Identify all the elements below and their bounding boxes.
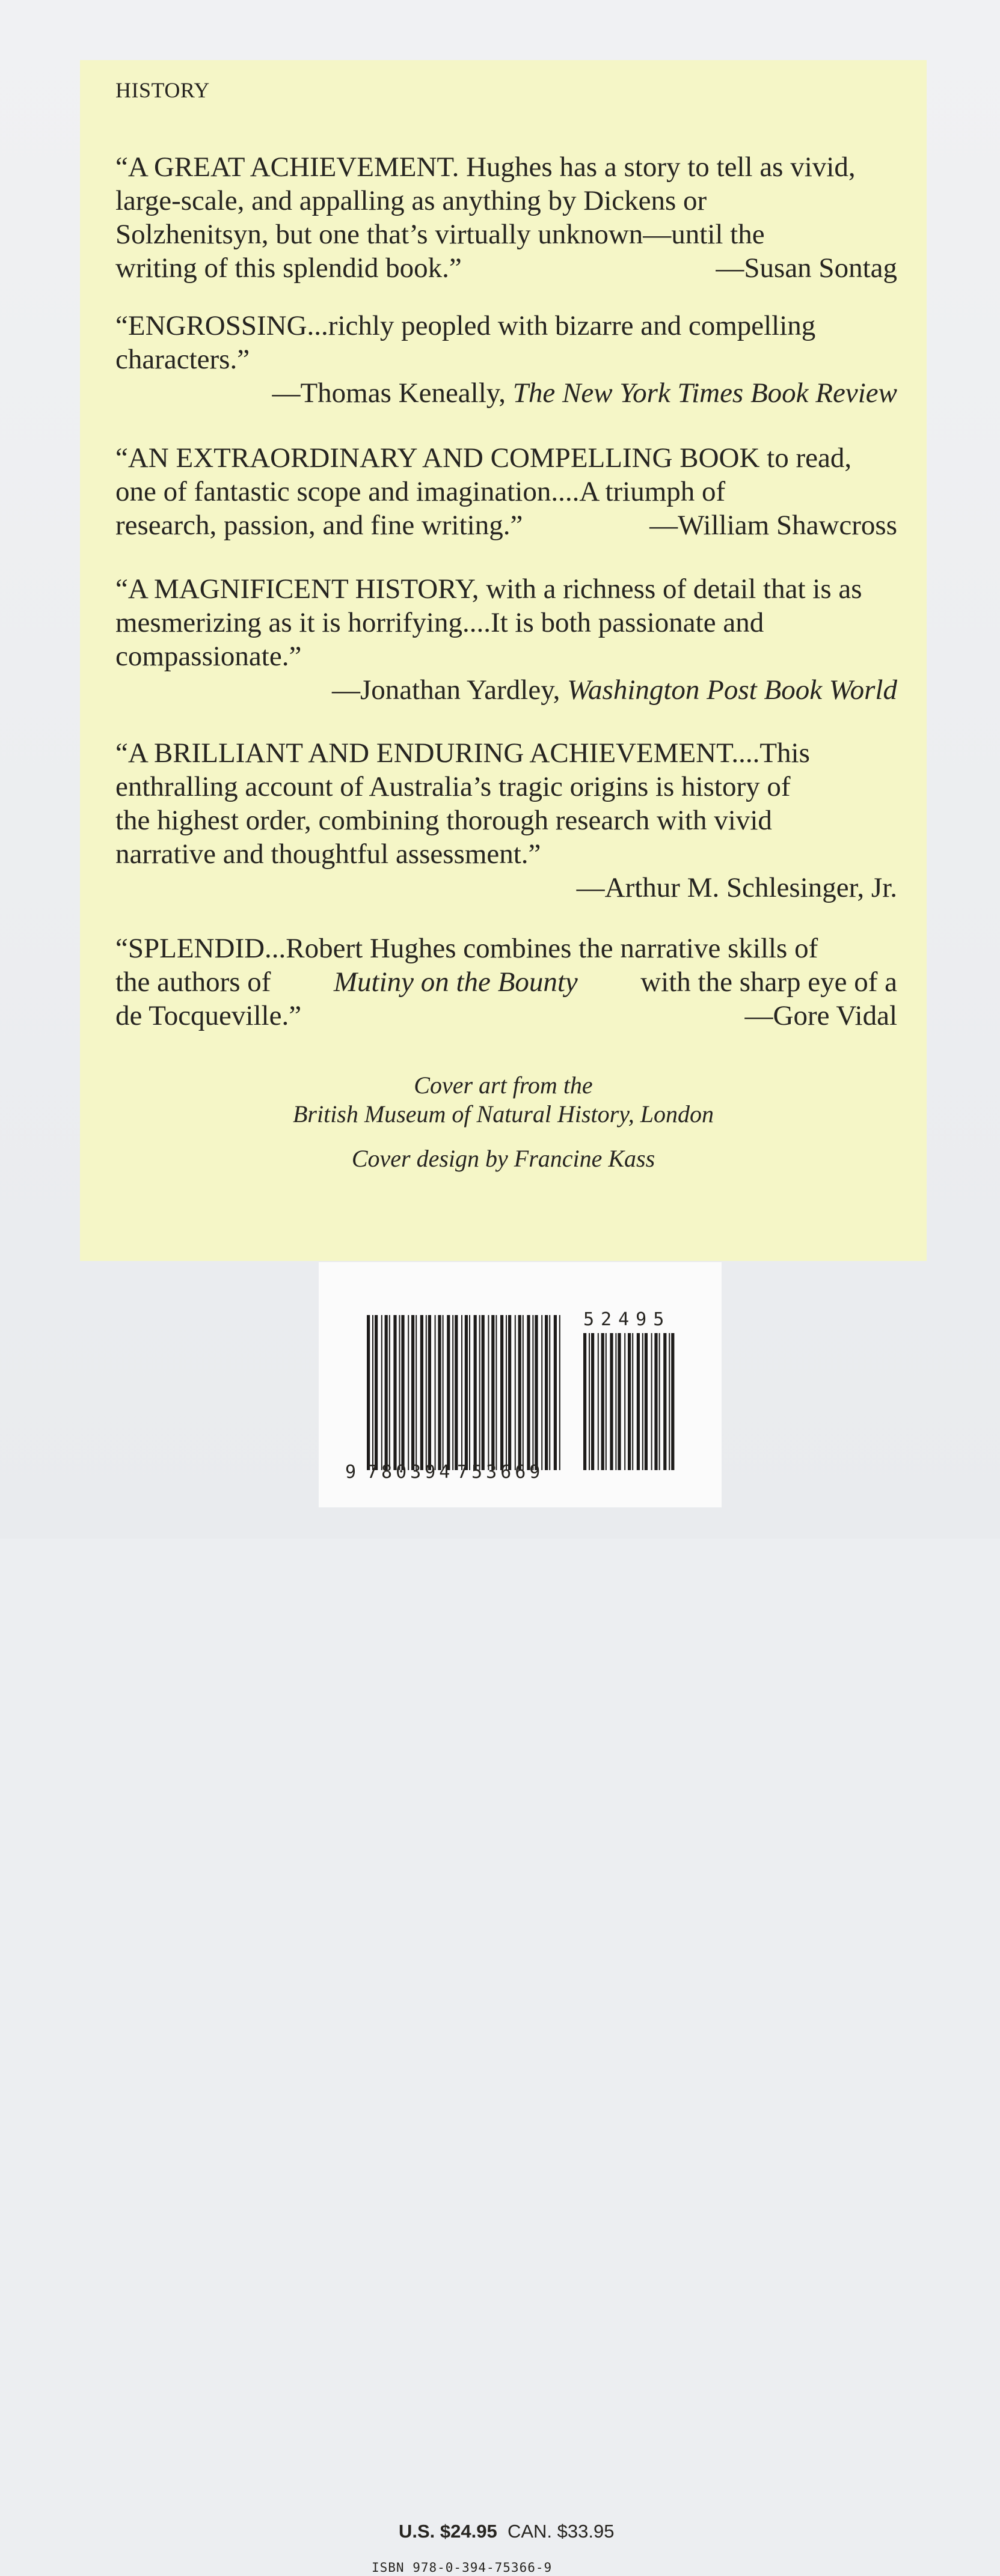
barcode-bar — [541, 1315, 542, 1470]
barcode-right-digits: 753669 — [457, 1462, 544, 1483]
quote-line: mesmerizing as it is horrifying....It is both passionate and — [115, 607, 764, 638]
isbn-number: ISBN 978-0-394-75366-9 — [372, 2560, 553, 2575]
barcode-bar — [601, 1333, 604, 1470]
barcode-bar — [615, 1333, 616, 1470]
barcode-bar — [455, 1315, 458, 1470]
barcode-bar — [389, 1315, 390, 1470]
barcode-bar — [399, 1315, 400, 1470]
quote-line: “AN EXTRAORDINARY AND COMPELLING BOOK to read, — [115, 442, 852, 474]
quote-text: with the sharp eye of a — [640, 966, 897, 998]
barcode-bar — [598, 1333, 599, 1470]
barcode-bar — [532, 1315, 533, 1470]
category-label: HISTORY — [115, 78, 210, 102]
barcode-bar — [428, 1315, 431, 1470]
barcode-bar — [628, 1333, 631, 1470]
barcode-box — [319, 1262, 722, 2575]
barcode-bar — [554, 1315, 557, 1470]
barcode-bar — [367, 1315, 370, 1470]
review-quote-shawcross — [115, 441, 897, 542]
barcode-bar — [469, 1315, 470, 1470]
attribution-publication: Washington Post Book World — [567, 674, 897, 706]
barcode-first-digit: 9 — [345, 1462, 360, 1483]
barcode-bar — [632, 1333, 633, 1470]
barcode-bar — [488, 1315, 489, 1470]
review-quote-yardley — [115, 572, 897, 707]
barcode-bar — [482, 1315, 485, 1470]
review-quote-keneally — [115, 309, 897, 410]
quote-line: narrative and thoughtful assessment.” — [115, 838, 541, 870]
attribution-name: —Thomas Keneally, — [272, 377, 506, 409]
quote-line: research, passion, and fine writing.” — [115, 510, 523, 541]
quote-line — [115, 965, 897, 999]
barcode-bar — [508, 1315, 511, 1470]
quote-line: “ENGROSSING...richly peopled with bizarre and compelling — [115, 310, 816, 341]
barcode-bar — [443, 1315, 444, 1470]
review-quote-vidal — [115, 932, 897, 1033]
barcode-bar — [669, 1333, 670, 1470]
quote-attribution — [115, 673, 897, 707]
barcode-bar — [474, 1315, 477, 1470]
barcode-bar — [663, 1333, 666, 1470]
quote-line: Solzhenitsyn, but one that’s virtually unknown—until the — [115, 219, 765, 250]
barcode-bar — [500, 1315, 503, 1470]
barcode-bar — [618, 1333, 621, 1470]
barcode-bar — [416, 1315, 417, 1470]
barcode-bar — [452, 1315, 453, 1470]
barcode-bar — [438, 1315, 441, 1470]
barcode-bar — [495, 1315, 497, 1470]
barcode-bar — [465, 1315, 468, 1470]
quote-line: one of fantastic scope and imagination....A triumph of — [115, 476, 726, 507]
barcode-bar — [411, 1315, 414, 1470]
barcode-bar — [654, 1333, 657, 1470]
barcode-bar — [589, 1333, 590, 1470]
quote-attribution — [115, 376, 897, 410]
barcode-bar — [583, 1333, 586, 1470]
quote-line: de Tocqueville.” — [115, 1000, 302, 1031]
barcode-bar — [527, 1315, 530, 1470]
barcode-bar — [375, 1315, 378, 1470]
barcode-bar — [401, 1315, 404, 1470]
barcode-bar — [515, 1315, 516, 1470]
barcode-bar — [426, 1315, 427, 1470]
barcode-bar — [447, 1315, 450, 1470]
barcode-bar — [435, 1315, 436, 1470]
quote-line: large-scale, and appalling as anything by Dickens or — [115, 185, 707, 216]
quote-line: characters.” — [115, 344, 250, 375]
barcode-bar — [545, 1315, 548, 1470]
attribution-name: —Jonathan Yardley, — [331, 674, 560, 706]
barcode-bar — [491, 1315, 494, 1470]
barcode-bar — [385, 1315, 388, 1470]
quote-text: the authors of — [115, 966, 271, 998]
quote-attribution: —William Shawcross — [649, 510, 897, 541]
quote-line: compassionate.” — [115, 641, 302, 672]
review-quote-schlesinger — [115, 736, 897, 905]
barcode-bar — [671, 1333, 674, 1470]
review-quote-sontag — [115, 150, 897, 285]
barcode-bar — [651, 1333, 652, 1470]
barcode-bar — [372, 1315, 373, 1470]
barcode-bar — [624, 1333, 625, 1470]
barcode-bar — [637, 1333, 640, 1470]
barcode-bar — [381, 1315, 382, 1470]
barcode-bar — [479, 1315, 480, 1470]
cover-credits — [80, 1071, 927, 1173]
barcode-bar — [642, 1333, 643, 1470]
barcode-bar — [518, 1315, 521, 1470]
barcode-bar — [559, 1315, 560, 1470]
barcode-bar — [591, 1333, 594, 1470]
quote-attribution: —Gore Vidal — [744, 1000, 897, 1031]
quote-line: “SPLENDID...Robert Hughes combines the narrative skills of — [115, 933, 818, 964]
cover-art-credit-line: Cover art from the — [414, 1072, 593, 1099]
quote-attribution: —Arthur M. Schlesinger, Jr. — [576, 872, 897, 903]
barcode-bar — [606, 1333, 607, 1470]
barcode-bar — [659, 1333, 660, 1470]
price-can: CAN. $33.95 — [507, 2521, 615, 2542]
quote-line: the highest order, combining thorough research with vivid — [115, 805, 772, 836]
barcode-bar — [420, 1315, 423, 1470]
barcode-bar — [461, 1315, 462, 1470]
quote-line: enthralling account of Australia’s tragic origins is history of — [115, 771, 791, 802]
price-us: U.S. $24.95 — [399, 2521, 497, 2542]
attribution-publication: The New York Times Book Review — [512, 377, 897, 409]
barcode-bar — [549, 1315, 550, 1470]
quote-attribution: —Susan Sontag — [716, 252, 897, 284]
barcode-bar — [645, 1333, 648, 1470]
barcode-bar — [610, 1333, 613, 1470]
price-line — [399, 2517, 614, 2546]
barcode-left-digits: 780394 — [367, 1462, 454, 1483]
price-addon-digits: 52495 — [583, 1309, 671, 1330]
quote-line: “A BRILLIANT AND ENDURING ACHIEVEMENT....This — [115, 737, 810, 769]
barcode-bar — [523, 1315, 524, 1470]
barcode-bar — [506, 1315, 507, 1470]
cover-design-credit: Cover design by Francine Kass — [351, 1145, 655, 1172]
quote-line: writing of this splendid book.” — [115, 252, 462, 284]
quote-line: “A MAGNIFICENT HISTORY, with a richness of detail that is as — [115, 573, 862, 605]
barcode-bar — [408, 1315, 409, 1470]
barcode-bar — [393, 1315, 396, 1470]
quote-line: “A GREAT ACHIEVEMENT. Hughes has a story to tell as vivid, — [115, 151, 856, 183]
barcode-bar — [535, 1315, 538, 1470]
quote-book-title: Mutiny on the Bounty — [333, 966, 578, 998]
cover-art-credit-source: British Museum of Natural History, London — [292, 1100, 714, 1128]
